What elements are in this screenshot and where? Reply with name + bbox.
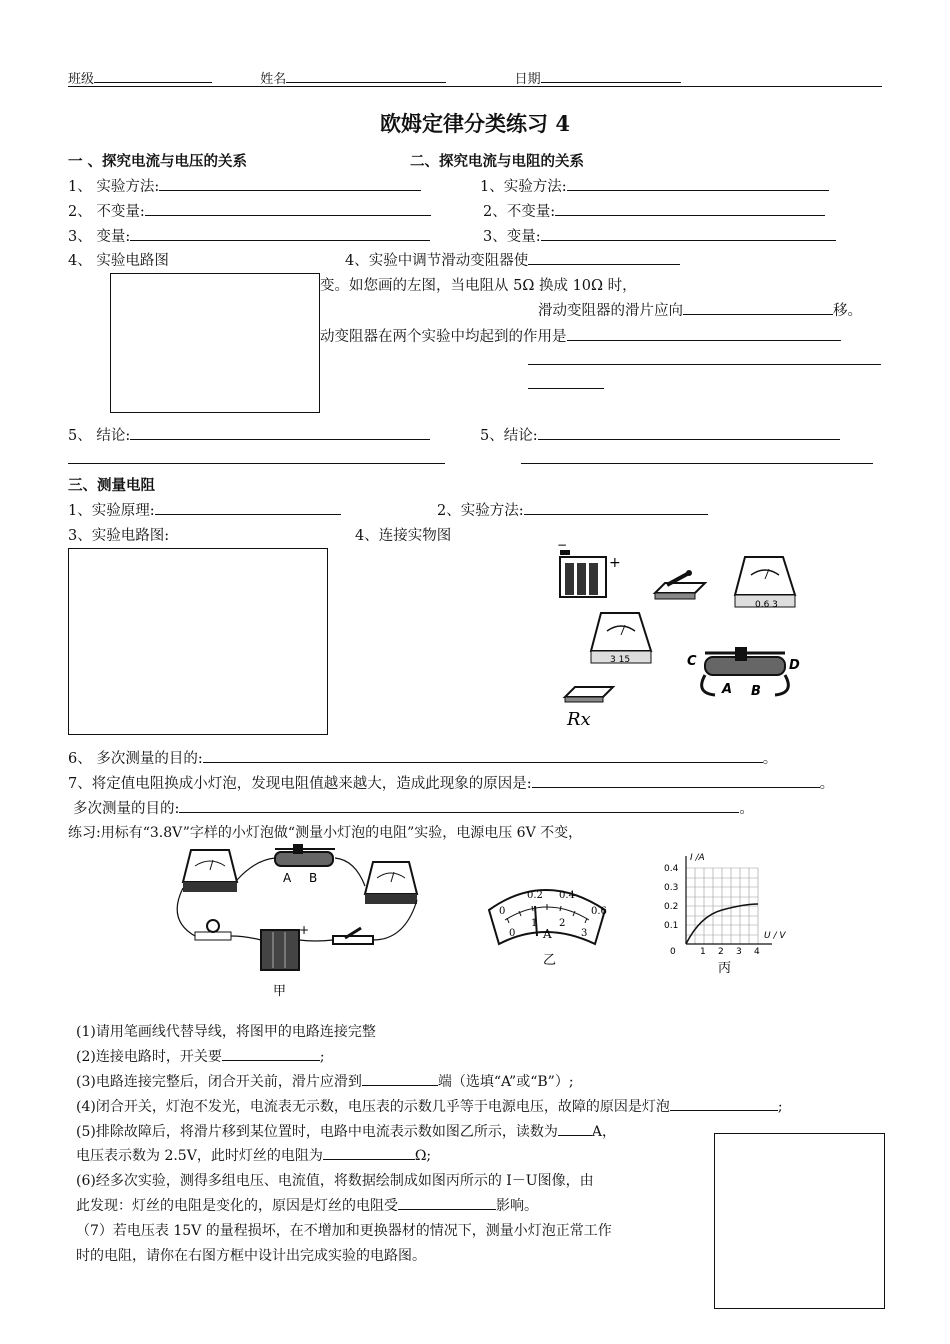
s3-method: 2、实验方法: — [437, 499, 708, 520]
graph-ytick-1: 0.3 — [664, 883, 679, 893]
fig-a-voltmeter-icon[interactable] — [365, 862, 417, 904]
s2-conclusion: 5、结论: — [480, 424, 840, 445]
graph-xtick-4: 4 — [754, 947, 760, 957]
s2-variable-blank[interactable] — [541, 226, 836, 241]
s2-item4d: 动变阻器在两个实验中均起到的作用是 — [320, 325, 841, 346]
practice-q5b-blank[interactable] — [323, 1145, 415, 1160]
s1-constant: 2、 不变量: — [68, 200, 431, 221]
s3-diagram-box[interactable] — [68, 548, 328, 735]
s2-item4c: 滑动变阻器的滑片应向 移。 — [538, 299, 862, 320]
class-field[interactable] — [94, 68, 212, 83]
dial-unit: A — [543, 927, 552, 941]
rheostat-a: A — [722, 682, 733, 697]
practice-q4-blank[interactable] — [670, 1096, 778, 1111]
practice-q7b: 时的电阻，请你在右图方框中设计出完成实验的电路图。 — [76, 1248, 426, 1264]
ammeter-scale: 0.6 3 — [755, 600, 778, 610]
s2-item4c-blank[interactable] — [683, 300, 833, 315]
s1-variable: 3、 变量: — [68, 225, 430, 246]
rheostat-icon[interactable] — [687, 647, 800, 699]
s3-principle-blank[interactable] — [155, 500, 341, 515]
rheostat-d: D — [789, 658, 800, 673]
fig-a-bulb-icon[interactable] — [195, 920, 231, 940]
fig-a-rheostat-icon[interactable] — [275, 844, 335, 885]
practice-intro: 练习:用标有“3.8V”字样的小灯泡做“测量小灯泡的电阻”实验，电源电压 6V 不变， — [68, 825, 583, 841]
fig-a-label-b: B — [309, 871, 318, 885]
class-label: 班级 — [68, 72, 95, 87]
practice-q5a: (5)排除故障后，将滑片移到某位置时，电路中电流表示数如图乙所示，读数为 A， — [76, 1121, 616, 1141]
fig-b-label: 乙 — [543, 953, 557, 968]
practice-q3: (3)电路连接完整后，闭合开关前，滑片应滑到 端（选填“A”或“B”）; — [76, 1071, 574, 1091]
date-label: 日期 — [514, 72, 541, 87]
s1-conclusion: 5、 结论: — [68, 424, 430, 445]
ammeter-icon[interactable] — [735, 557, 795, 610]
circuit-figure-a — [165, 840, 465, 1000]
dial-bot-3: 3 — [581, 928, 588, 939]
dial-top-3: 0.6 — [591, 906, 607, 917]
s2-method: 1、实验方法: — [480, 175, 829, 196]
s2-item4-line1[interactable] — [528, 364, 881, 365]
fig-a-label-a: A — [283, 871, 292, 885]
name-label: 姓名 — [260, 72, 287, 87]
s3-method-blank[interactable] — [524, 500, 708, 515]
s1-conclusion-line2[interactable] — [68, 463, 445, 464]
s3-q6-blank[interactable] — [203, 748, 763, 763]
header-fields — [68, 68, 681, 87]
practice-q2-blank[interactable] — [222, 1046, 320, 1061]
practice-q5a-blank[interactable] — [558, 1121, 592, 1136]
s3-q7-blank[interactable] — [532, 773, 820, 788]
s1-diagram-label: 4、 实验电路图 — [68, 253, 169, 269]
graph-grid — [686, 868, 758, 944]
fig-c-label: 丙 — [718, 961, 732, 976]
practice-q4: (4)闭合开关，灯泡不发光，电流表无示数，电压表的示数几乎等于电源电压，故障的原因是灯泡 ; — [76, 1096, 783, 1116]
battery-pack-icon[interactable] — [557, 538, 621, 597]
practice-q6a: (6)经多次实验，测得多组电压、电流值，将数据绘制成如图丙所示的 I－U图像，由 — [76, 1173, 594, 1189]
practice-answer-box[interactable] — [714, 1133, 885, 1309]
s1-method-blank[interactable] — [159, 176, 421, 191]
s3-principle: 1、实验原理: — [68, 499, 341, 520]
s3-diagram-label: 3、实验电路图: — [68, 528, 170, 544]
practice-q6b-blank[interactable] — [398, 1195, 496, 1210]
graph-xtick-3: 3 — [736, 947, 742, 957]
s1-variable-blank[interactable] — [130, 226, 430, 241]
s1-conclusion-blank[interactable] — [130, 425, 430, 440]
practice-q7a: （7）若电压表 15V 的量程损坏，在不增加和更换器材的情况下，测量小灯泡正常工作 — [76, 1223, 612, 1239]
ammeter-dial-figure — [485, 870, 615, 970]
page-title: 欧姆定律分类练习 4 — [380, 111, 570, 136]
fig-a-label: 甲 — [273, 984, 287, 999]
s2-conclusion-blank[interactable] — [538, 425, 840, 440]
s1-constant-blank[interactable] — [145, 201, 431, 216]
graph-ylabel: I /A — [690, 853, 705, 863]
practice-q5b: 电压表示数为 2.5V，此时灯丝的电阻为 Ω; — [76, 1145, 431, 1165]
s2-item4a: 4、实验中调节滑动变阻器使 — [345, 249, 680, 270]
dial-bot-1: 1 — [531, 918, 538, 929]
s1-diagram-box[interactable] — [110, 273, 320, 413]
graph-xtick-0: 0 — [670, 947, 676, 957]
s2-constant-blank[interactable] — [555, 201, 825, 216]
dial-top-0: 0 — [499, 906, 506, 917]
s3-heading: 三、测量电阻 — [68, 477, 155, 494]
date-field[interactable] — [541, 68, 681, 83]
fig-a-plus: + — [299, 923, 310, 937]
fig-a-ammeter-icon[interactable] — [183, 850, 237, 892]
s2-method-blank[interactable] — [567, 176, 829, 191]
practice-q6b: 此发现：灯丝的电阻是变化的，原因是灯丝的电阻受 影响。 — [76, 1195, 538, 1215]
battery-plus: + — [609, 555, 621, 571]
header-rule — [68, 86, 882, 87]
rx-label: Rx — [567, 709, 591, 730]
s3-connect-label: 4、连接实物图 — [355, 528, 452, 544]
graph-xlabel: U / V — [764, 931, 786, 941]
dial-top-1: 0.2 — [527, 890, 543, 901]
s2-item4-line2[interactable] — [528, 388, 604, 389]
s2-heading: 二、探究电流与电阻的关系 — [410, 153, 584, 170]
dial-top-2: 0.4 — [559, 890, 575, 901]
graph-xtick-1: 1 — [700, 947, 706, 957]
equipment-figure — [555, 538, 815, 735]
s2-item4a-blank[interactable] — [528, 250, 680, 265]
dial-bot-2: 2 — [559, 918, 566, 929]
s2-conclusion-line2[interactable] — [521, 463, 873, 464]
graph-xtick-2: 2 — [718, 947, 724, 957]
practice-q1: (1)请用笔画线代替导线，将图甲的电路连接完整 — [76, 1024, 376, 1040]
graph-ytick-0: 0.4 — [664, 864, 679, 874]
s1-heading: 一 、探究电流与电压的关系 — [68, 153, 248, 170]
switch-icon[interactable] — [655, 570, 705, 599]
dial-bot-0: 0 — [509, 928, 516, 939]
voltmeter-scale: 3 15 — [610, 655, 631, 665]
battery-minus: − — [557, 538, 568, 552]
s2-constant: 2、不变量: — [483, 200, 825, 221]
rheostat-b: B — [751, 684, 761, 699]
name-field[interactable] — [286, 68, 446, 83]
voltmeter-icon[interactable] — [591, 613, 651, 665]
practice-q3-blank[interactable] — [362, 1071, 438, 1086]
fig-a-switch-icon[interactable] — [333, 928, 373, 944]
s2-item4d-blank[interactable] — [567, 326, 841, 341]
s1-method: 1、 实验方法: — [68, 175, 421, 196]
graph-ytick-3: 0.1 — [664, 921, 679, 931]
s2-variable: 3、变量: — [483, 225, 836, 246]
graph-ytick-2: 0.2 — [664, 902, 679, 912]
fig-a-battery-icon[interactable] — [261, 923, 309, 970]
s2-item4b: 变。如您画的左图，当电阻从 5Ω 换成 10Ω 时， — [320, 278, 637, 294]
resistor-rx-icon[interactable] — [565, 687, 613, 730]
practice-q2: (2)连接电路时，开关要 ; — [76, 1046, 325, 1066]
s3-q7b-blank[interactable] — [179, 798, 739, 813]
s3-q7b: 多次测量的目的: 。 — [73, 797, 754, 818]
iu-graph-figure — [660, 848, 810, 978]
rheostat-c: C — [687, 654, 697, 669]
s3-q7: 7、将定值电阻换成小灯泡，发现电阻值越来越大，造成此现象的原因是: 。 — [68, 772, 834, 793]
s3-q6: 6、 多次测量的目的: 。 — [68, 747, 777, 768]
